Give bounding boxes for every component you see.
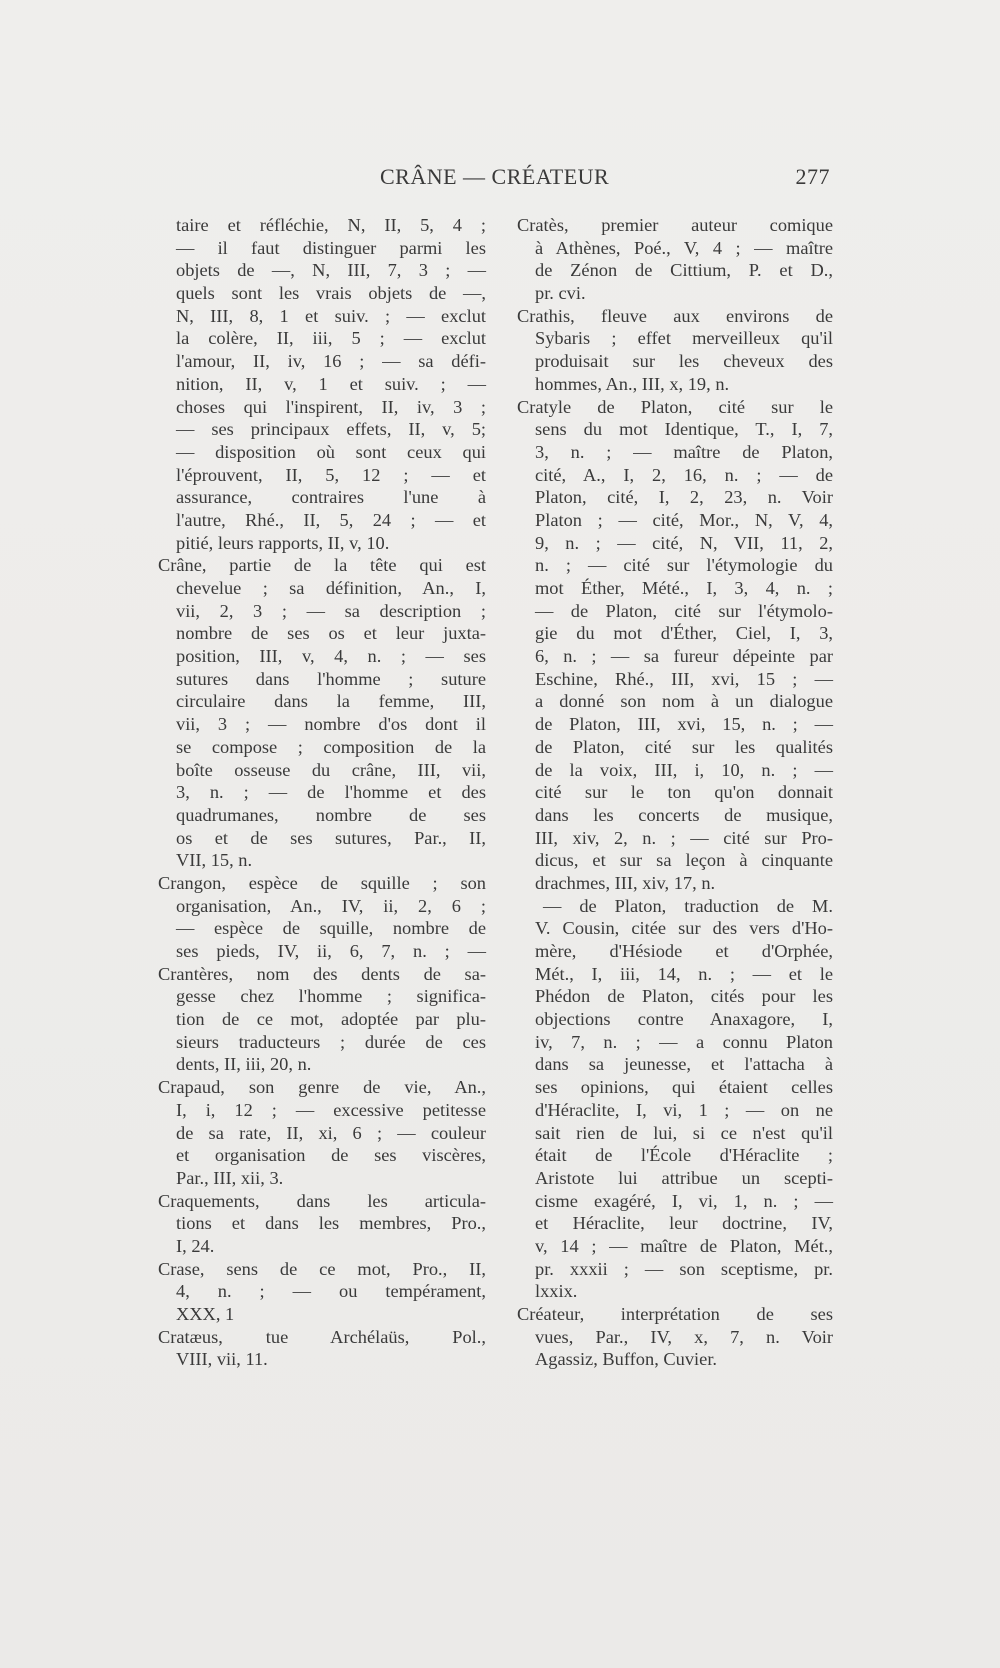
index-entry-line: pr. cvi. (535, 283, 586, 304)
index-entry-line: 3, n. ; — maître de Platon, (535, 441, 833, 462)
index-entry-line: produisait sur les cheveux des (535, 351, 833, 372)
index-entry-line: N, III, 8, 1 et suiv. ; — exclut (176, 305, 486, 326)
index-entry-line: Platon, cité, I, 2, 23, n. Voir (535, 487, 833, 508)
index-entry-line: la colère, II, iii, 5 ; — exclut (176, 328, 486, 349)
index-entry-line: ses pieds, IV, ii, 6, 7, n. ; — (176, 941, 486, 961)
index-entry-head-line: Créateur, interprétation de ses (517, 1304, 833, 1324)
index-entry-line: pr. xxxii ; — son sceptisme, pr. (535, 1258, 833, 1279)
index-entry-line: lxxix. (535, 1281, 578, 1302)
index-entry-line: vii, 3 ; — nombre d'os dont il (176, 714, 486, 735)
index-entry-line: n. ; — cité sur l'étymologie du (535, 555, 833, 576)
index-entry-line: position, III, v, 4, n. ; — ses (176, 646, 486, 667)
index-entry-line: à Athènes, Poé., V, 4 ; — maître (535, 237, 833, 258)
index-entry-line: objets de —, N, III, 7, 3 ; — (176, 260, 486, 281)
index-entry-line: mot Éther, Mété., I, 3, 4, n. ; (535, 578, 833, 598)
index-entry-line: de Platon, III, xvi, 15, n. ; — (535, 714, 833, 735)
index-entry-line: Phédon de Platon, cités pour les (535, 986, 833, 1007)
index-entry-line: boîte osseuse du crâne, III, vii, (176, 759, 486, 780)
index-entry-line: de Platon, cité sur les qualités (535, 736, 833, 757)
index-entry-line: et Héraclite, leur doctrine, IV, (535, 1213, 833, 1234)
index-entry-line: mère, d'Hésiode et d'Orphée, (535, 941, 833, 961)
index-entry-line: organisation, An., IV, ii, 2, 6 ; (176, 895, 486, 916)
index-entry-line: assurance, contraires l'une à (176, 487, 486, 508)
index-entry-line: l'amour, II, iv, 16 ; — sa défi- (176, 351, 486, 372)
index-entry-head-line: Crâne, partie de la tête qui est (158, 555, 486, 576)
index-entry-line: circulaire dans la femme, III, (176, 691, 486, 712)
index-entry-head-line: Cratès, premier auteur comique (517, 215, 833, 235)
index-entry-line: os et de ses sutures, Par., II, (176, 827, 486, 848)
index-entry-line: était de l'École d'Héraclite ; (535, 1145, 833, 1166)
index-entry-line: Mét., I, iii, 14, n. ; — et le (535, 963, 833, 984)
index-entry-line: — espèce de squille, nombre de (176, 918, 486, 939)
index-entry-line: Eschine, Rhé., III, xvi, 15 ; — (535, 668, 833, 689)
index-entry-head-line: Crase, sens de ce mot, Pro., II, (158, 1258, 486, 1279)
index-entry-line: I, 24. (176, 1235, 215, 1256)
index-entry-line: V. Cousin, citée sur des vers d'Ho- (535, 918, 833, 939)
index-entry-line: chevelue ; sa définition, An., I, (176, 578, 486, 598)
index-entry-line: drachmes, III, xiv, 17, n. (535, 872, 716, 893)
index-entry-line: — disposition où sont ceux qui (176, 441, 486, 462)
index-entry-line: gie du mot d'Éther, Ciel, I, 3, (535, 623, 833, 644)
index-entry-line: nombre de ses os et leur juxta- (176, 623, 486, 644)
index-entry-line: sutures dans l'homme ; suture (176, 668, 486, 689)
index-entry-line: VII, 15, n. (176, 850, 253, 871)
index-entry-line: dents, II, iii, 20, n. (176, 1054, 312, 1075)
index-entry-line: quadrumanes, nombre de ses (176, 804, 486, 825)
index-entry-head-line: Cratæus, tue Archélaüs, Pol., (158, 1326, 486, 1347)
index-entry-line: I, i, 12 ; — excessive petitesse (176, 1099, 486, 1120)
index-entry-line: 9, n. ; — cité, N, VII, 11, 2, (535, 532, 833, 553)
index-entry-line: — de Platon, traduction de M. (543, 895, 833, 916)
index-entry-line: — ses principaux effets, II, v, 5; (176, 419, 486, 440)
index-entry-line: cisme exagéré, I, vi, 1, n. ; — (535, 1190, 833, 1211)
index-entry-line: Aristote lui attribue un scepti- (535, 1167, 833, 1188)
index-entry-line: Agassiz, Buffon, Cuvier. (535, 1349, 718, 1370)
index-entry-line: vii, 2, 3 ; — sa description ; (176, 600, 486, 621)
index-entry-line: Par., III, xii, 3. (176, 1167, 284, 1188)
index-entry-line: pitié, leurs rapports, II, v, 10. (176, 532, 390, 553)
index-entry-line: gesse chez l'homme ; significa- (176, 986, 486, 1007)
index-entry-line: l'éprouvent, II, 5, 12 ; — et (176, 464, 486, 485)
index-entry-head-line: Crapaud, son genre de vie, An., (158, 1077, 486, 1098)
index-entry-head-line: Cratyle de Platon, cité sur le (517, 396, 833, 417)
index-entry-head-line: Crantères, nom des dents de sa- (158, 963, 486, 984)
index-entry-line: choses qui l'inspirent, II, iv, 3 ; (176, 396, 486, 417)
index-entry-line: taire et réfléchie, N, II, 5, 4 ; (176, 215, 486, 235)
index-entry-head-line: Crathis, fleuve aux environs de (517, 305, 833, 326)
index-entry-line: vues, Par., IV, x, 7, n. Voir (535, 1326, 833, 1347)
index-entry-line: 4, n. ; — ou tempérament, (176, 1281, 486, 1302)
index-entry-line: Platon ; — cité, Mor., N, V, 4, (535, 509, 833, 530)
index-entry-head-line: Craquements, dans les articula- (158, 1190, 486, 1211)
index-entry-line: tions et dans les membres, Pro., (176, 1213, 486, 1234)
index-entry-line: v, 14 ; — maître de Platon, Mét., (535, 1235, 833, 1256)
index-entry-line: iv, 7, n. ; — a connu Platon (535, 1031, 833, 1052)
right-column (517, 214, 833, 1371)
page-number: 277 (795, 164, 830, 189)
index-entry-line: hommes, An., III, x, 19, n. (535, 373, 730, 394)
index-entry-line: ses opinions, qui étaient celles (535, 1077, 833, 1098)
index-entry-line: dans les concerts de musique, (535, 804, 833, 825)
index-entry-line: de sa rate, II, xi, 6 ; — couleur (176, 1122, 486, 1143)
index-entry-line: de la voix, III, i, 10, n. ; — (535, 759, 833, 780)
index-entry-line: III, xiv, 2, n. ; — cité sur Pro- (535, 827, 833, 848)
index-entry-line: tion de ce mot, adoptée par plu- (176, 1009, 486, 1030)
index-entry-line: a donné son nom à un dialogue (535, 691, 833, 712)
index-entry-line: l'autre, Rhé., II, 5, 24 ; — et (176, 509, 486, 530)
index-entry-line: d'Héraclite, I, vi, 1 ; — on ne (535, 1099, 833, 1120)
running-header (380, 164, 840, 194)
header-title: CRÂNE — CRÉATEUR (380, 164, 610, 189)
index-entry-line: 3, n. ; — de l'homme et des (176, 782, 486, 803)
index-entry-line: — de Platon, cité sur l'étymolo- (535, 600, 833, 621)
index-entry-line: quels sont les vrais objets de —, (176, 283, 486, 304)
index-entry-line: cité sur le ton qu'on donnait (535, 782, 833, 803)
index-entry-line: nition, II, v, 1 et suiv. ; — (176, 373, 486, 394)
index-entry-head-line: Crangon, espèce de squille ; son (158, 872, 486, 893)
index-entry-line: sens du mot Identique, T., I, 7, (535, 419, 833, 440)
index-entry-line: VIII, vii, 11. (176, 1349, 268, 1370)
index-entry-line: Sybaris ; effet merveilleux qu'il (535, 328, 833, 349)
index-entry-line: sait rien de lui, si ce n'est qu'il (535, 1122, 833, 1143)
index-entry-line: sieurs traducteurs ; durée de ces (176, 1031, 486, 1052)
index-entry-line: se compose ; composition de la (176, 736, 486, 757)
index-entry-line: dans sa jeunesse, et l'attacha à (535, 1054, 833, 1075)
index-entry-line: dicus, et sur sa leçon à cinquante (535, 850, 833, 871)
index-entry-line: objections contre Anaxagore, I, (535, 1009, 833, 1030)
index-entry-line: — il faut distinguer parmi les (176, 237, 486, 258)
left-column (158, 214, 486, 1371)
index-entry-line: et organisation de ses viscères, (176, 1145, 486, 1166)
index-entry-line: de Zénon de Cittium, P. et D., (535, 260, 833, 281)
index-entry-line: 6, n. ; — sa fureur dépeinte par (535, 646, 833, 667)
index-entry-line: cité, A., I, 2, 16, n. ; — de (535, 464, 833, 485)
index-entry-line: XXX, 1 (176, 1304, 235, 1324)
